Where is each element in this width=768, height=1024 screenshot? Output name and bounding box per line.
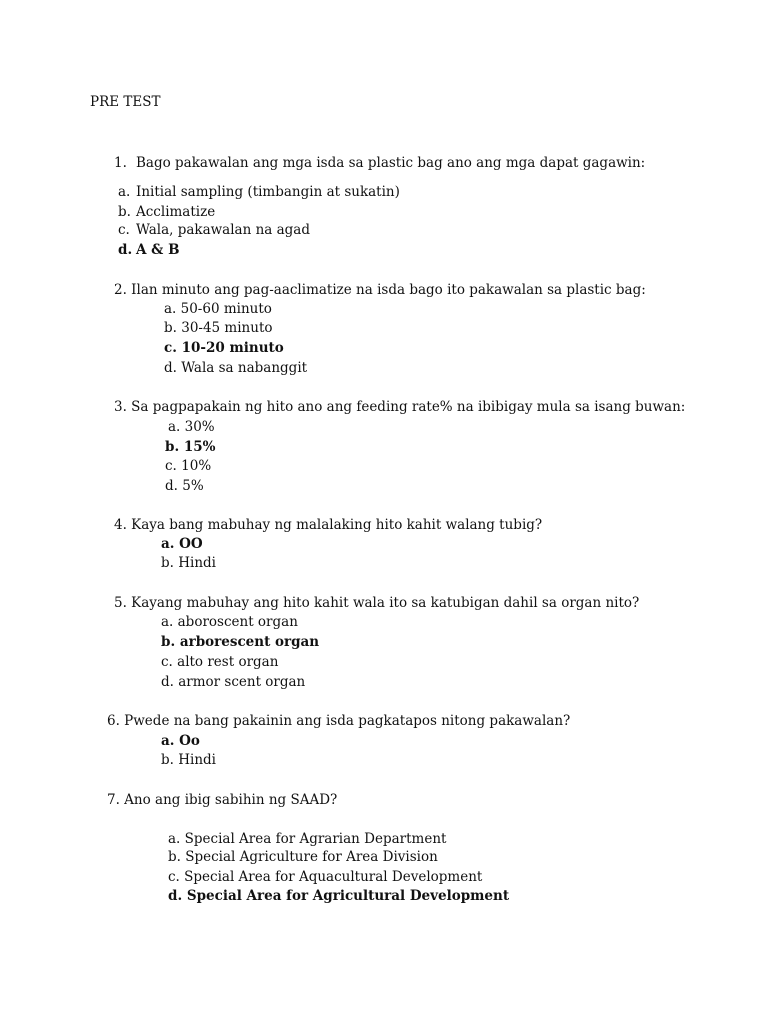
- q1-choice-c: Wala, pakawalan na agad: [136, 222, 310, 238]
- question-7-text: 7. Ano ang ibig sabihin ng SAAD?: [107, 792, 338, 808]
- question-3-text: 3. Sa pagpapakain ng hito ano ang feeding rate% na ibibigay mula sa isang buwan:: [114, 399, 686, 415]
- q3-choice-b-correct: b. 15%: [165, 439, 216, 455]
- question-1-number: 1.: [114, 155, 127, 171]
- q5-choice-b-correct: b. arborescent organ: [161, 634, 320, 650]
- page-title: PRE TEST: [90, 94, 161, 110]
- q5-choice-a: a. aboroscent organ: [161, 614, 298, 630]
- q5-choice-d: d. armor scent organ: [161, 674, 306, 690]
- q3-choice-a: a. 30%: [168, 419, 215, 435]
- q2-choice-d: d. Wala sa nabanggit: [164, 360, 308, 376]
- q7-choice-d-correct: d. Special Area for Agricultural Development: [168, 888, 510, 904]
- q7-choice-b: b. Special Agriculture for Area Division: [168, 849, 438, 865]
- q1-choice-d-letter: d.: [118, 242, 133, 258]
- q4-choice-a-correct: a. OO: [161, 536, 203, 552]
- q1-choice-a: Initial sampling (timbangin at sukatin): [136, 184, 400, 200]
- q2-choice-a: a. 50-60 minuto: [164, 301, 272, 317]
- q1-choice-b-letter: b.: [118, 204, 131, 220]
- question-1-text: Bago pakawalan ang mga isda sa plastic bag ano ang mga dapat gagawin:: [136, 155, 646, 171]
- q1-choice-c-letter: c.: [118, 222, 130, 238]
- q1-choice-a-letter: a.: [118, 184, 131, 200]
- question-2-text: 2. Ilan minuto ang pag-aaclimatize na isda bago ito pakawalan sa plastic bag:: [114, 282, 646, 298]
- question-5-text: 5. Kayang mabuhay ang hito kahit wala ito sa katubigan dahil sa organ nito?: [114, 595, 640, 611]
- q5-choice-c: c. alto rest organ: [161, 654, 279, 670]
- question-6-text: 6. Pwede na bang pakainin ang isda pagkatapos nitong pakawalan?: [107, 713, 571, 729]
- q4-choice-b: b. Hindi: [161, 555, 216, 571]
- q2-choice-c-correct: c. 10-20 minuto: [164, 340, 284, 356]
- q1-choice-b: Acclimatize: [136, 204, 216, 220]
- q2-choice-b: b. 30-45 minuto: [164, 320, 273, 336]
- question-4-text: 4. Kaya bang mabuhay ng malalaking hito kahit walang tubig?: [114, 517, 543, 533]
- q7-choice-c: c. Special Area for Aquacultural Development: [168, 869, 483, 885]
- q1-choice-d-correct: A & B: [136, 242, 180, 258]
- q6-choice-a-correct: a. Oo: [161, 733, 200, 749]
- q3-choice-d: d. 5%: [165, 478, 204, 494]
- q3-choice-c: c. 10%: [165, 458, 212, 474]
- q6-choice-b: b. Hindi: [161, 752, 216, 768]
- q7-choice-a: a. Special Area for Agrarian Department: [168, 831, 447, 847]
